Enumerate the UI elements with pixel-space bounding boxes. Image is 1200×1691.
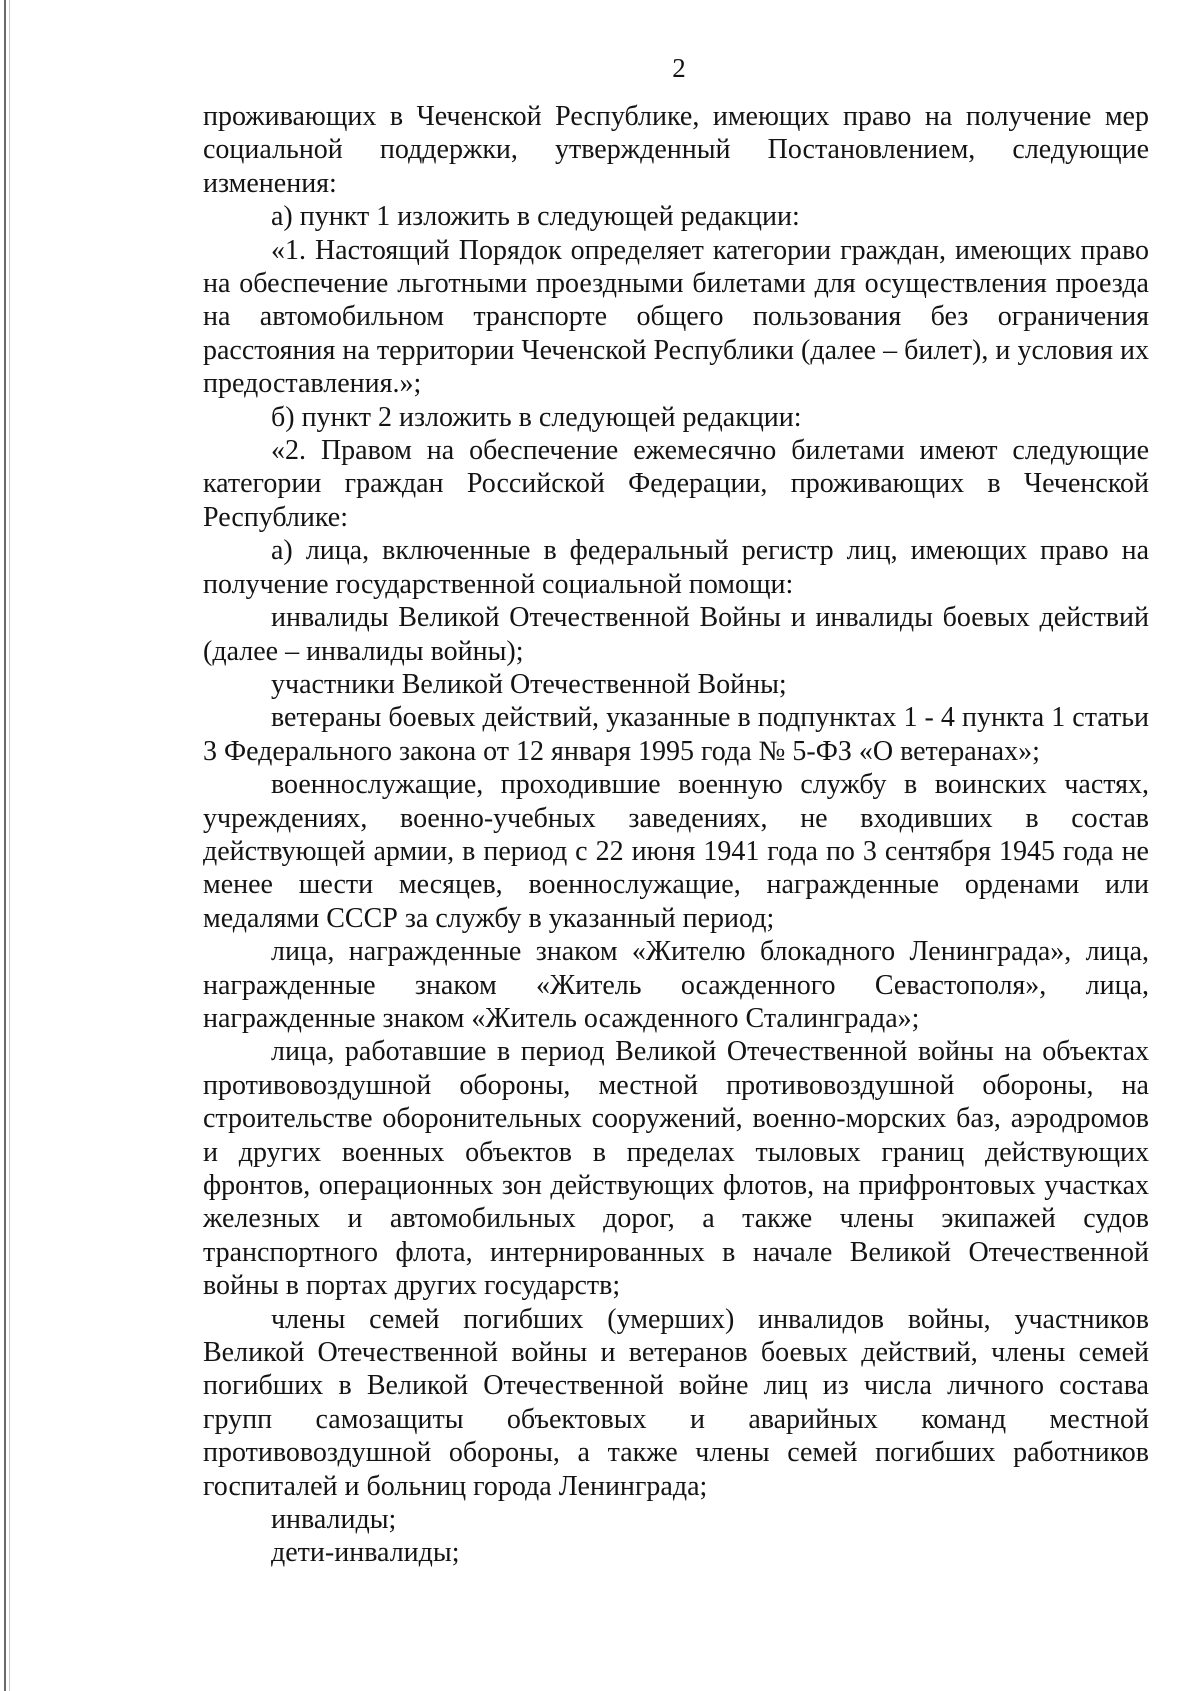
paragraph: ветераны боевых действий, указанные в подпунктах 1 - 4 пункта 1 статьи 3 Федерального закона от 12 января 1995 года № 5-ФЗ «О ветеранах»; — [203, 702, 1149, 767]
document-body — [203, 100, 1149, 1570]
paragraph: проживающих в Чеченской Республике, имеющих право на получение мер социальной поддержки, утвержденный Постановлением, следующие изменения: — [203, 101, 1149, 199]
paragraph: б) пункт 2 изложить в следующей редакции: — [271, 401, 802, 433]
paragraph: лица, работавшие в период Великой Отечественной войны на объектах противовоздушной обороны, местной противовоздушной обороны, на строительстве оборонительных сооружений, военно-морских баз, аэродромов и других военных объектов в пределах тыловых границ действующих фронтов, операционных зон действующих флотов, на прифронтовых участках железных и автомобильных дорог, а также члены экипажей судов транспортного флота, интернированных в начале Великой Отечественной войны в портах других государств; — [203, 1036, 1149, 1302]
paragraph: а) лица, включенные в федеральный регистр лиц, имеющих право на получение государственной социальной помощи: — [203, 535, 1149, 600]
scan-border-line-secondary — [9, 0, 10, 1691]
scan-border-line — [4, 0, 6, 1691]
paragraph: лица, награжденные знаком «Жителю блокадного Ленинграда», лица, награжденные знаком «Житель осажденного Севастополя», лица, награжденные знаком «Житель осажденного Сталинграда»; — [203, 936, 1149, 1034]
paragraph: а) пункт 1 изложить в следующей редакции: — [271, 201, 800, 233]
paragraph: дети-инвалиды; — [271, 1537, 460, 1569]
paragraph: инвалиды; — [271, 1504, 397, 1536]
paragraph: члены семей погибших (умерших) инвалидов войны, участников Великой Отечественной войны и ветеранов боевых действий, члены семей погибших в Великой Отечественной войне лиц из числа личного состава групп самозащиты объектовых и аварийных команд местной противовоздушной обороны, а также члены семей погибших работников госпиталей и больниц города Ленинграда; — [203, 1303, 1149, 1502]
paragraph: «2. Правом на обеспечение ежемесячно билетами имеют следующие категории граждан Российской Федерации, проживающих в Чеченской Республике: — [203, 435, 1149, 533]
page-number: 2 — [672, 53, 686, 83]
paragraph: участники Великой Отечественной Войны; — [271, 668, 787, 700]
paragraph: «1. Настоящий Порядок определяет категории граждан, имеющих право на обеспечение льготными проездными билетами для осуществления проезда на автомобильном транспорте общего пользования без ограничения расстояния на территории Чеченской Республики (далее – билет), и условия их предоставления.»; — [203, 234, 1149, 400]
paragraph: инвалиды Великой Отечественной Войны и инвалиды боевых действий (далее – инвалиды войны); — [203, 602, 1149, 667]
paragraph: военнослужащие, проходившие военную службу в воинских частях, учреждениях, военно-учебных заведениях, не входивших в состав действующей армии, в период с 22 июня 1941 года по 3 сентября 1945 года не менее шести месяцев, военнослужащие, награжденные орденами или медалями СССР за службу в указанный период; — [203, 769, 1149, 934]
